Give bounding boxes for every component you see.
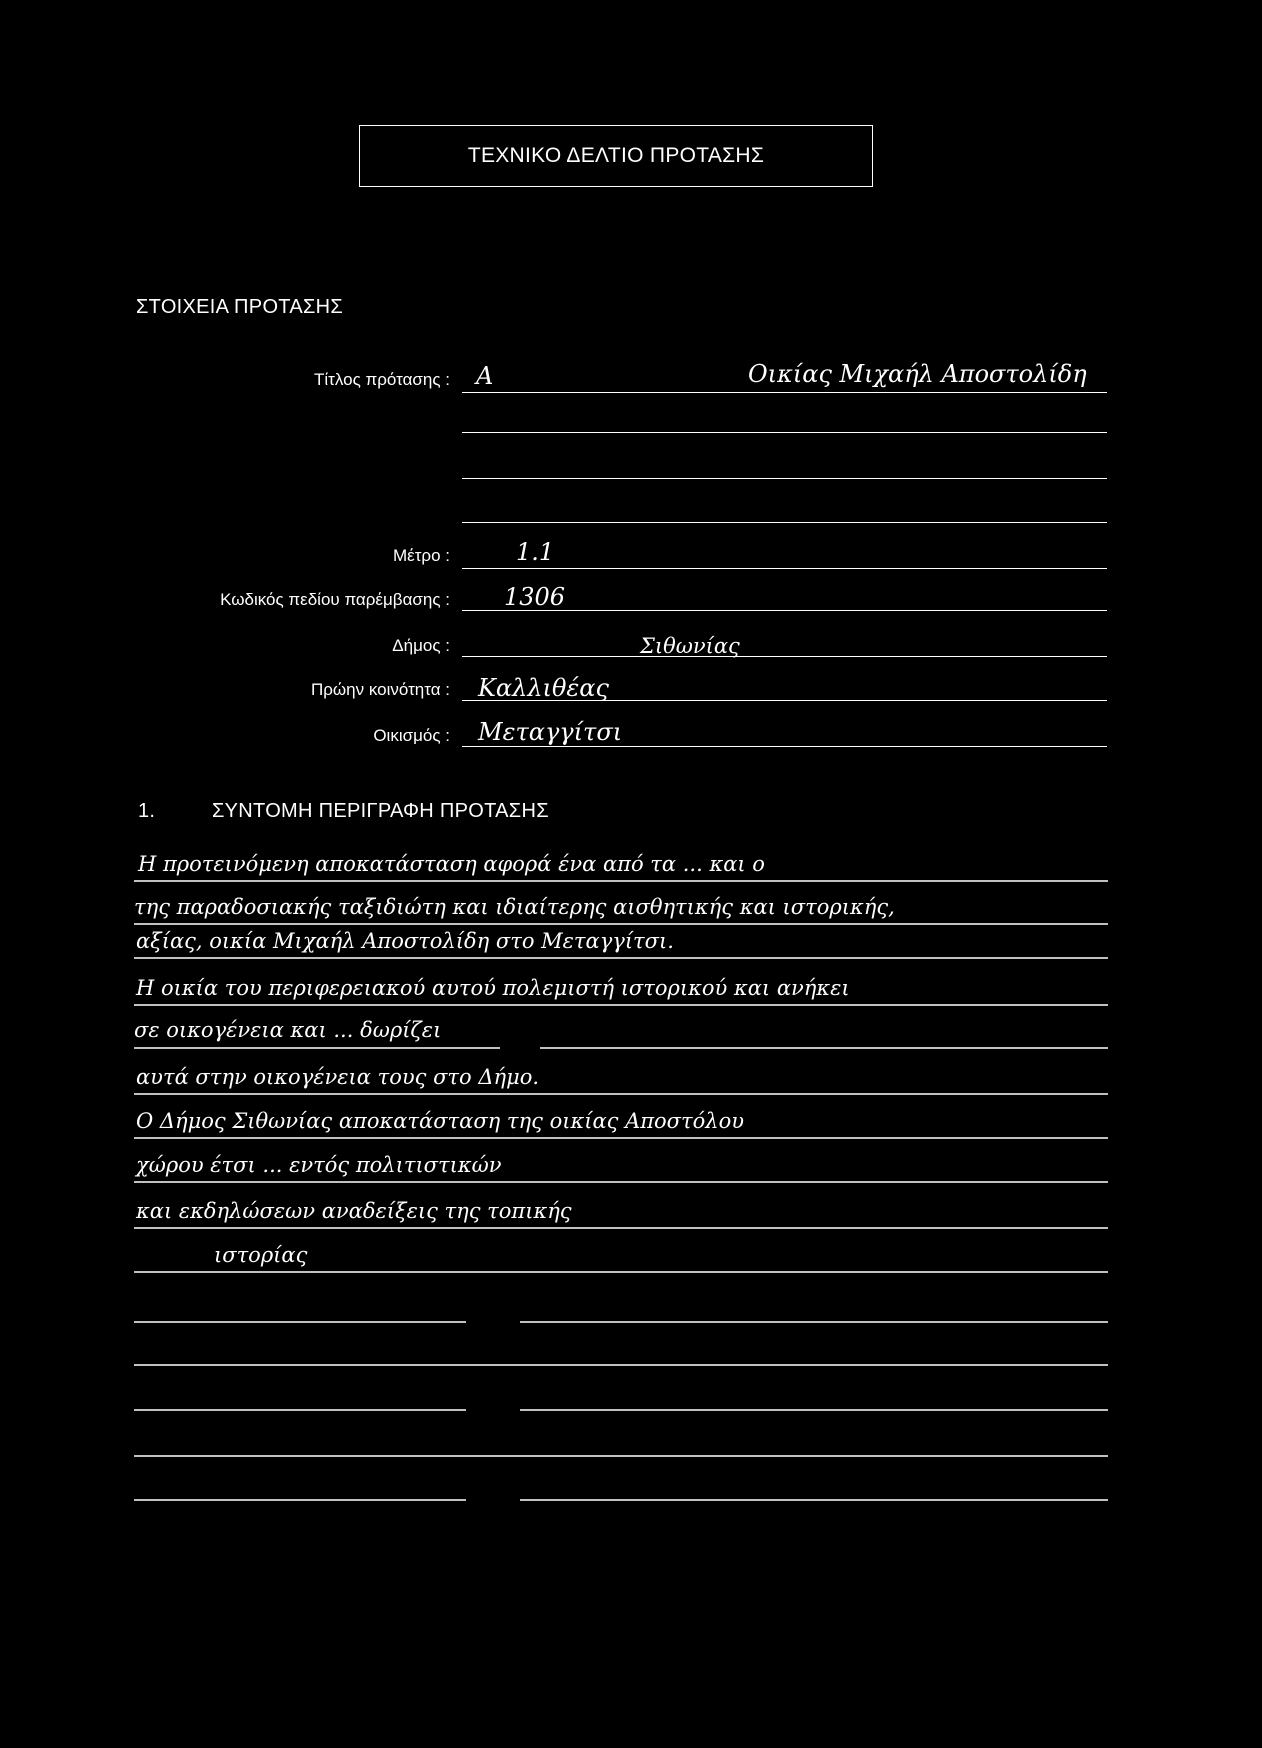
measure-value: 1.1 bbox=[516, 538, 555, 566]
title-line-2 bbox=[462, 432, 1107, 433]
section-number: 1. bbox=[138, 800, 156, 822]
description-line-2: της παραδοσιακής ταξιδιώτη και ιδιαίτερης αισθητικής και ιστορικής, bbox=[134, 895, 895, 919]
settlement-label: Οικισμός : bbox=[373, 726, 450, 745]
description-line-7: Ο Δήμος Σιθωνίας αποκατάσταση της οικίας Αποστόλου bbox=[136, 1109, 744, 1133]
description-line-9: και εκδηλώσεων αναδείξεις της τοπικής bbox=[136, 1199, 572, 1223]
community-value: Καλλιθέας bbox=[478, 674, 609, 702]
description-line-3: αξίας, οικία Μιχαήλ Αποστολίδη στο Μεταγγίτσι. bbox=[136, 929, 674, 953]
section-heading-description: ΣΥΝΤΟΜΗ ΠΕΡΙΓΡΑΦΗ ΠΡΟΤΑΣΗΣ bbox=[212, 800, 549, 822]
settlement-value: Μεταγγίτσι bbox=[478, 718, 623, 746]
municipality-label: Δήμος : bbox=[392, 636, 450, 655]
code-value: 1306 bbox=[504, 583, 566, 611]
measure-label: Μέτρο : bbox=[392, 546, 450, 565]
title-line-4 bbox=[462, 522, 1107, 523]
document-title-box bbox=[359, 125, 873, 187]
measure-line bbox=[462, 568, 1107, 569]
description-line-8: χώρου έτσι ... εντός πολιτιστικών bbox=[136, 1153, 502, 1177]
description-line-10: ιστορίας bbox=[214, 1243, 308, 1267]
document-title: ΤΕΧΝΙΚΟ ΔΕΛΤΙΟ ΠΡΟΤΑΣΗΣ bbox=[467, 144, 765, 167]
title-label: Τίτλος πρότασης : bbox=[314, 370, 450, 389]
community-label: Πρώην κοινότητα : bbox=[310, 680, 450, 699]
municipality-value: Σιθωνίας bbox=[640, 634, 740, 658]
title-line-1 bbox=[462, 392, 1107, 393]
description-line-4: Η οικία του περιφερειακού αυτού πολεμιστή ιστορικού και ανήκει bbox=[136, 976, 850, 1000]
title-value: Οικίας Μιχαήλ Αποστολίδη bbox=[748, 360, 1087, 388]
section-heading-proposal-info: ΣΤΟΙΧΕΙΑ ΠΡΟΤΑΣΗΣ bbox=[136, 296, 344, 318]
description-line-6: αυτά στην οικογένεια τους στο Δήμο. bbox=[136, 1065, 540, 1089]
municipality-line bbox=[462, 656, 1107, 657]
title-value-prefix: Α bbox=[476, 362, 494, 390]
description-line-5: σε οικογένεια και ... δωρίζει bbox=[134, 1018, 442, 1042]
title-line-3 bbox=[462, 478, 1107, 479]
description-line-1: Η προτεινόμενη αποκατάσταση αφορά ένα από τα ... και ο bbox=[138, 852, 765, 876]
settlement-line bbox=[462, 746, 1107, 747]
code-label: Κωδικός πεδίου παρέμβασης : bbox=[220, 590, 450, 609]
